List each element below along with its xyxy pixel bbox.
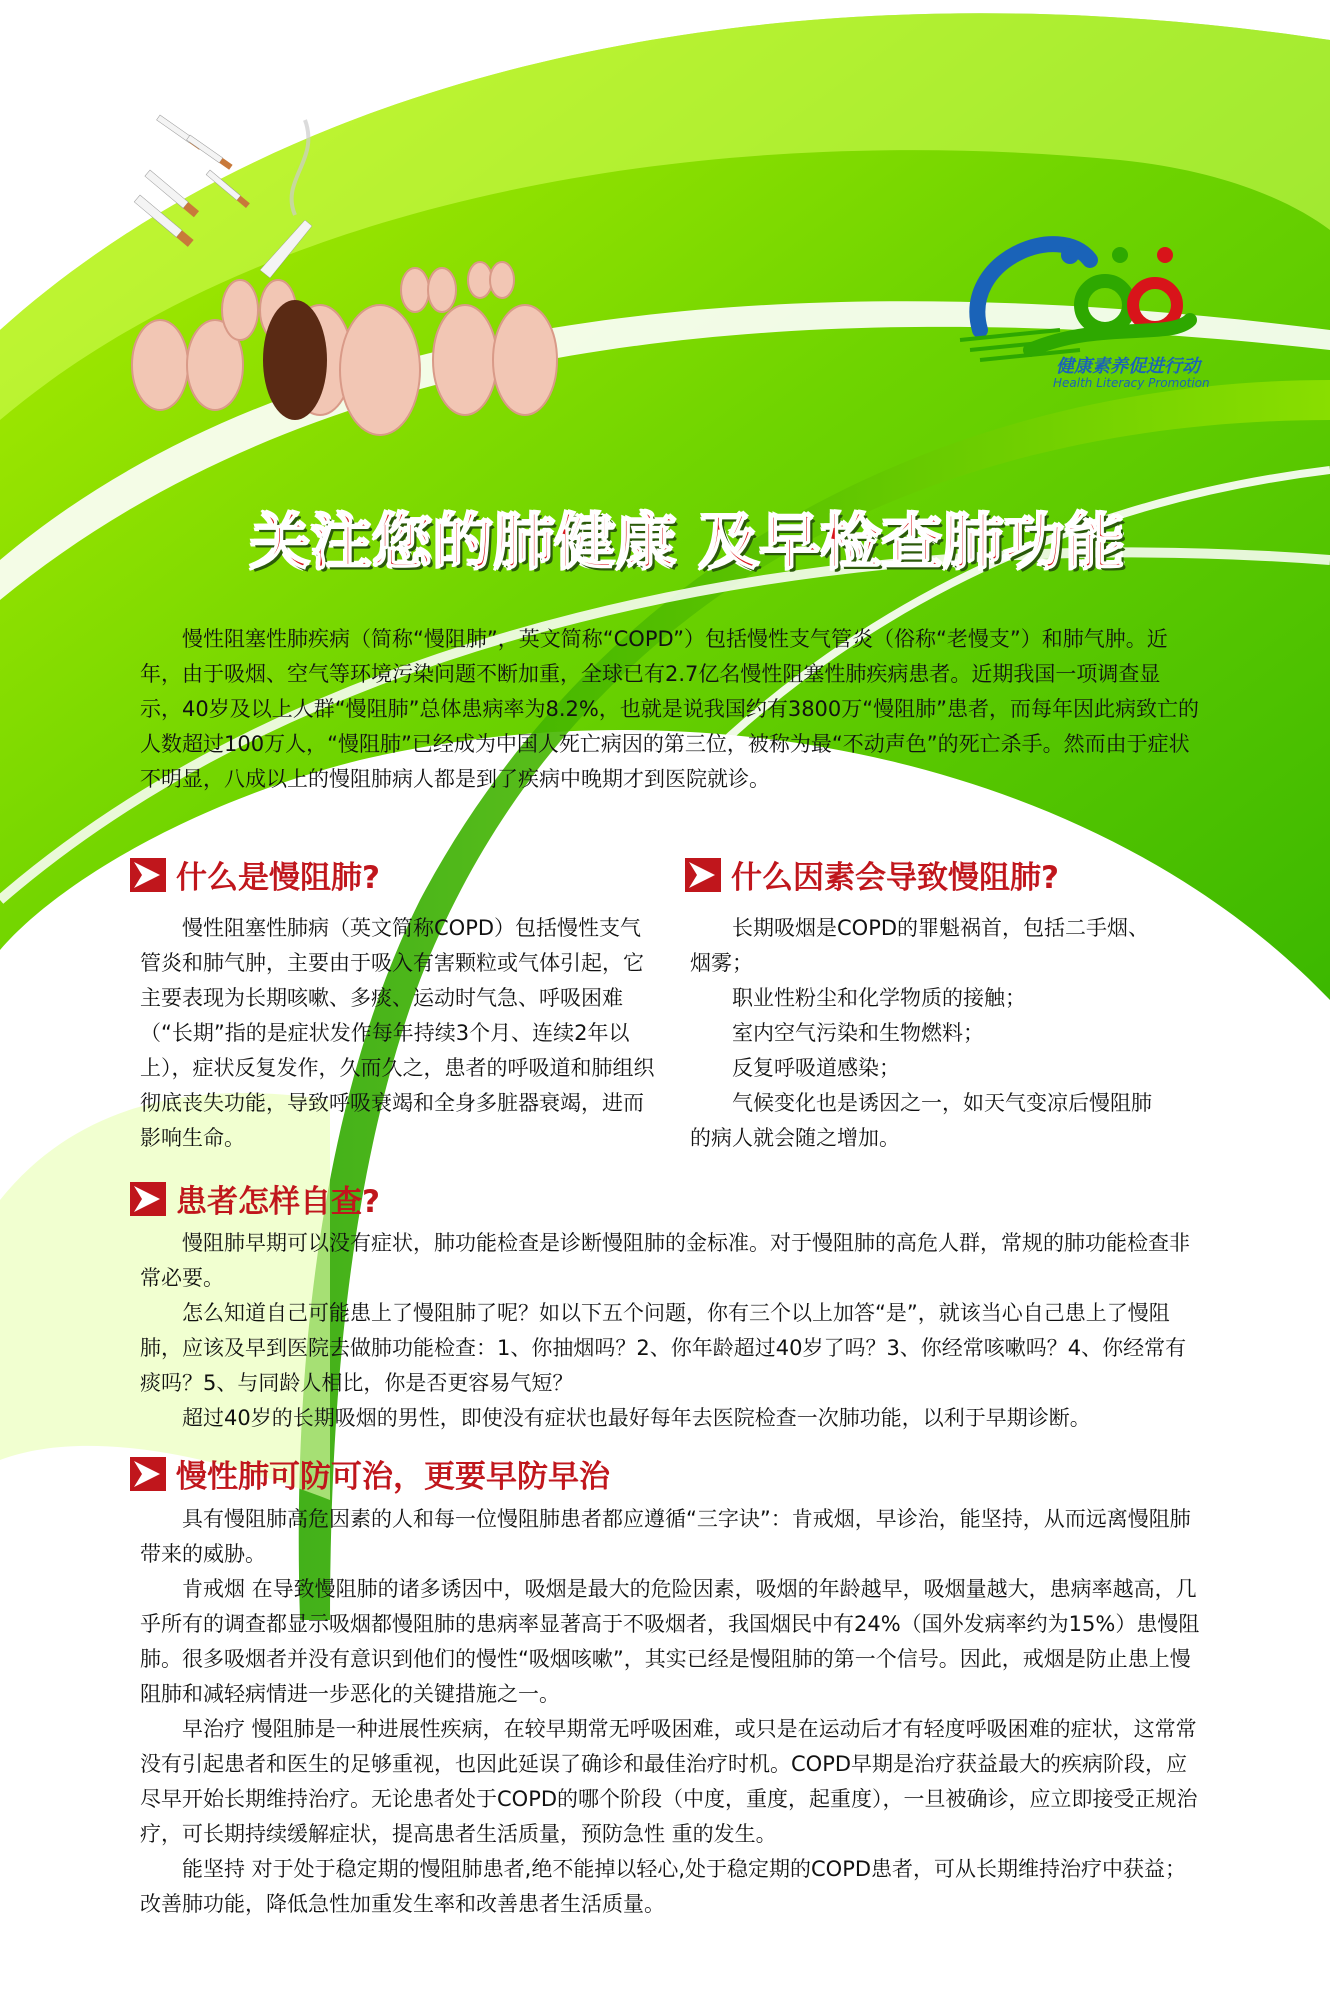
intro-text: 慢性阻塞性肺疾病（简称“慢阻肺”，英文简称“COPD”）包括慢性支气管炎（俗称“老慢支”）和肺气肿。近年，由于吸烟、空气等环境污染问题不断加重，全球已有2.7亿名慢性阻塞性肺疾病患者。近期我国一项调查显示，40岁及以上人群“慢阻肺”总体患病率为8.2%，也就是说我国约有3800万“慢阻肺”患者，而每年因此病致亡的人数超过100万人，“慢阻肺”已经成为中国人死亡病因的第三位，被称为最“不动声色”的死亡杀手。然而由于症状不明显，八成以上的慢阻肺病人都是到了疾病中晚期才到医院就诊。 <box>140 627 1200 791</box>
lungs-cigarette-illustration <box>130 100 660 480</box>
section2-body <box>690 911 1165 1156</box>
section3-paragraph: 慢阻肺早期可以没有症状，肺功能检查是诊断慢阻肺的金标准。对于慢阻肺的高危人群，常规的肺功能检查非常必要。 <box>140 1231 1190 1290</box>
section4-paragraph: 肯戒烟 在导致慢阻肺的诸多诱因中，吸烟是最大的危险因素，吸烟的年龄越早，吸烟量越大，患病率越高，几乎所有的调查都显示吸烟都慢阻肺的患病率显著高于不吸烟者，我国烟民中有24%（国外发病率约为15%）患慢阻肺。很多吸烟者并没有意识到他们的慢性“吸烟咳嗽”，其实已经是慢阻肺的第一个信号。因此，戒烟是防止患上慢阻肺和减轻病情进一步恶化的关键措施之一。 <box>140 1577 1200 1706</box>
falling-cigarettes <box>134 115 250 247</box>
section4-paragraph: 具有慢阻肺高危因素的人和每一位慢阻肺患者都应遵循“三字诀”：肯戒烟，早诊治，能坚持，从而远离慢阻肺带来的威胁。 <box>140 1507 1191 1566</box>
factor-item: 长期吸烟是COPD的罪魁祸首，包括二手烟、烟雾； <box>690 916 1150 975</box>
section3-title: 患者怎样自查? <box>176 1184 380 1220</box>
factor-item: 气候变化也是诱因之一，如天气变凉后慢阻肺的病人就会随之增加。 <box>690 1091 1152 1150</box>
section2-heading <box>685 852 1059 897</box>
section3-body <box>140 1226 1200 1436</box>
section4-heading <box>130 1451 610 1496</box>
section1-heading <box>130 852 380 897</box>
section3-heading <box>130 1176 380 1221</box>
section1-title: 什么是慢阻肺? <box>176 860 380 896</box>
section4-title: 慢性肺可防可治，更要早防早治 <box>176 1459 610 1495</box>
lung-shapes <box>132 120 557 435</box>
arrow-icon <box>130 858 166 892</box>
poster-title: 关注您的肺健康 及早检查肺功能 <box>250 508 1126 578</box>
intro-paragraph <box>140 622 1200 797</box>
section2-title: 什么因素会导致慢阻肺? <box>731 860 1059 896</box>
arrow-icon <box>130 1182 166 1216</box>
arrow-icon <box>130 1457 166 1491</box>
section4-body <box>140 1502 1200 1922</box>
arrow-icon <box>685 858 721 892</box>
logo-en-text: Health Literacy Promotion <box>1053 376 1210 390</box>
factor-item: 反复呼吸道感染； <box>732 1056 900 1080</box>
section1-body <box>140 911 655 1156</box>
section4-paragraph: 早治疗 慢阻肺是一种进展性疾病，在较早期常无呼吸困难，或只是在运动后才有轻度呼吸困难的症状，这常常没有引起患者和医生的足够重视，也因此延误了确诊和最佳治疗时机。COPD早期是治疗获益最大的疾病阶段，应尽早开始长期维持治疗。无论患者处于COPD的哪个阶段（中度，重度，起重度），一旦被确诊，应立即接受正规治疗，可长期持续缓解症状，提高患者生活质量，预防急性 重的发生。 <box>140 1717 1198 1846</box>
section3-paragraph: 怎么知道自己可能患上了慢阻肺了呢？如以下五个问题，你有三个以上加答“是”，就该当心自己患上了慢阻肺，应该及早到医院去做肺功能检查：1、你抽烟吗？2、你年龄超过40岁了吗？3、你经常咳嗽吗？4、你经常有痰吗？5、与同龄人相比，你是否更容易气短？ <box>140 1301 1187 1395</box>
factor-item: 室内空气污染和生物燃料； <box>732 1021 984 1045</box>
section3-paragraph: 超过40岁的长期吸烟的男性，即使没有症状也最好每年去医院检查一次肺功能，以利于早期诊断。 <box>182 1406 1091 1430</box>
logo-cn-text: 健康素养促进行动 <box>1056 356 1200 377</box>
section4-paragraph: 能坚持 对于处于稳定期的慢阻肺患者,绝不能掉以轻心,处于稳定期的COPD患者，可从长期维持治疗中获益；改善肺功能，降低急性加重发生率和改善患者生活质量。 <box>140 1857 1187 1916</box>
section1-text: 慢性阻塞性肺病（英文简称COPD）包括慢性支气管炎和肺气肿，主要由于吸入有害颗粒或气体引起，它主要表现为长期咳嗽、多痰、运动时气急、呼吸困难（“长期”指的是症状发作每年持续3个月、连续2年以上），症状反复发作，久而久之，患者的呼吸道和肺组织彻底丧失功能，导致呼吸衰竭和全身多脏器衰竭，进而影响生命。 <box>140 916 655 1150</box>
factor-item: 职业性粉尘和化学物质的接触； <box>732 986 1026 1010</box>
